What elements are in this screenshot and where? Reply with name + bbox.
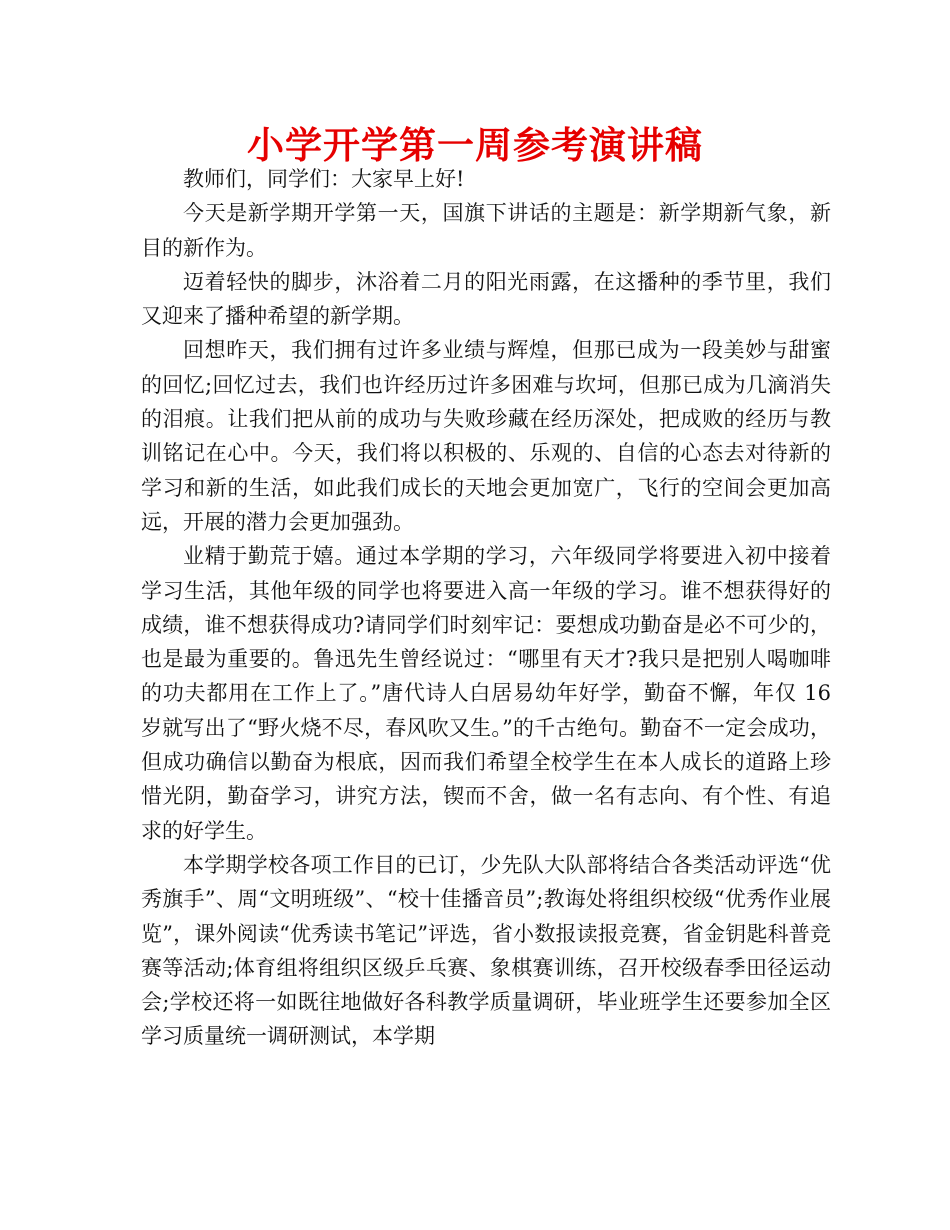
document-title: 小学开学第一周参考演讲稿 — [247, 124, 703, 167]
paragraph-theme: 今天是新学期开学第一天，国旗下讲话的主题是：新学期新气象，新目的新作为。 — [141, 201, 831, 260]
paragraph-semester-plans: 本学期学校各项工作目的已订，少先队大队部将结合各类活动评选“优秀旗手”、周“文明班级”、“校十佳播音员”;教诲处将组织校级“优秀作业展览”，课外阅读“优秀读书笔记”评选，省小数报读报竞赛，省金钥匙科普竞赛等活动;体育组将组织区级乒乓赛、象棋赛训练，召开校级春季田径运动会;学校还将一如既往地做好各科教学质量调研，毕业班学生还要参加全区学习质量统一调研测试，本学期 — [141, 852, 831, 1049]
paragraph-diligence: 业精于勤荒于嬉。通过本学期的学习，六年级同学将要进入初中接着学习生活，其他年级的同学也将要进入高一年级的学习。谁不想获得好的成绩，谁不想获得成功?请同学们时刻牢记：要想成功勤奋是必不可少的，也是最为重要的。鲁迅先生曾经说过：“哪里有天才?我只是把别人喝咖啡的功夫都用在工作上了。”唐代诗人白居易幼年好学，勤奋不懈，年仅 16 岁就写出了“野火烧不尽，春风吹又生。”的千古绝句。勤奋不一定会成功，但成功确信以勤奋为根底，因而我们希望全校学生在本人成长的道路上珍惜光阴，勤奋学习，讲究方法，锲而不舍，做一名有志向、有个性、有追求的好学生。 — [141, 544, 831, 843]
paragraph-greeting: 教师们，同学们：大家早上好! — [183, 167, 465, 191]
paragraph-new-semester: 迈着轻快的脚步，沐浴着二月的阳光雨露，在这播种的季节里，我们又迎来了播种希望的新学期。 — [141, 269, 831, 329]
paragraph-recall-yesterday: 回想昨天，我们拥有过许多业绩与辉煌，但那已成为一段美妙与甜蜜的回忆;回忆过去，我们也许经历过许多困难与坎坷，但那已成为几滴消失的泪痕。让我们把从前的成功与失败珍藏在经历深处，把成败的经历与教训铭记在心中。今天，我们将以积极的、乐观的、自信的心态去对待新的学习和新的生活，如此我们成长的天地会更加宽广，飞行的空间会更加高远，开展的潜力会更加强劲。 — [141, 338, 831, 534]
document-body — [141, 162, 831, 1054]
